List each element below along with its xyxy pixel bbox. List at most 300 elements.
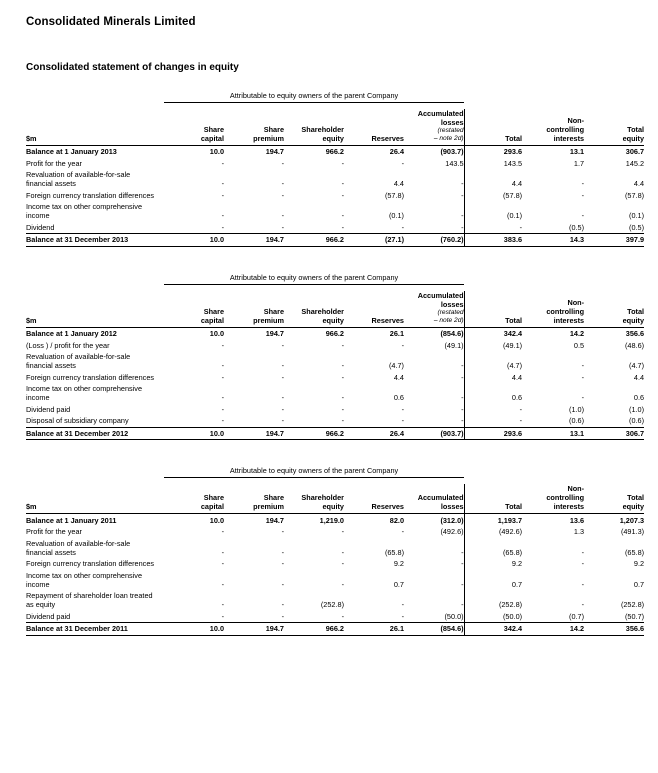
cell-share-capital: - — [221, 527, 224, 537]
cell-total-equity: 397.9 — [584, 234, 644, 246]
spacer-cell — [522, 91, 584, 103]
table-row — [26, 190, 644, 201]
share-capital-header-line1: Share — [203, 493, 224, 503]
cell-total-equity: 306.7 — [584, 427, 644, 439]
cell-total: 143.5 — [464, 158, 522, 169]
cell-total-equity: (0.1) — [629, 211, 645, 221]
table-row — [26, 590, 644, 611]
cell-total: (492.6) — [464, 526, 522, 537]
cell-reserves: - — [401, 340, 404, 350]
column-header-row — [26, 291, 644, 328]
cell-accumulated-losses: (854.6) — [404, 623, 464, 635]
cell-accumulated-losses: 143.5 — [445, 158, 464, 168]
total-equity-header-line1: Total — [627, 124, 645, 134]
row-label: Dividend paid — [26, 611, 71, 621]
cell-total-equity: 0.7 — [633, 579, 645, 589]
nci-header-line2: controlling — [546, 306, 585, 316]
table-row — [26, 569, 644, 590]
cell-share-premium: 194.7 — [224, 327, 284, 339]
shareholder-equity-header-line2: equity — [322, 502, 344, 512]
total-equity-header-line2: equity — [622, 134, 645, 144]
cell-share-capital: - — [221, 547, 224, 557]
company-title: Consolidated Minerals Limited — [26, 16, 196, 28]
column-header-row — [26, 484, 644, 514]
page-title: Consolidated statement of changes in equity — [26, 62, 239, 73]
equity-table-2012-body — [26, 327, 644, 439]
cell-total-equity: 145.2 — [625, 158, 645, 168]
total-equity-header-line2: equity — [622, 315, 645, 325]
row-label: Balance at 1 January 2011 — [26, 514, 164, 526]
nci-header-line2: controlling — [546, 124, 585, 134]
shareholder-equity-header-line1: Shareholder — [301, 306, 344, 316]
spacer-cell — [26, 91, 164, 103]
cell-share-capital: - — [221, 179, 224, 189]
cell-nci: 14.3 — [522, 234, 584, 246]
cell-shareholder-equity: - — [341, 211, 344, 221]
accumulated-losses-note-line1: (restated — [437, 309, 464, 317]
cell-shareholder-equity: - — [341, 559, 344, 569]
attributable-header: Attributable to equity owners of the parent Company — [164, 273, 464, 285]
attributable-header-row — [26, 91, 644, 103]
share-premium-header-line1: Share — [263, 124, 284, 134]
table-row — [26, 146, 644, 158]
row-label: Balance at 1 January 2013 — [26, 146, 164, 158]
cell-total: 0.7 — [464, 569, 522, 590]
row-label: Repayment of shareholder loan treated as equity — [26, 591, 153, 610]
total-equity-header-line1: Total — [627, 493, 645, 503]
cell-nci: - — [581, 190, 585, 200]
cell-share-capital: - — [221, 579, 224, 589]
cell-nci: - — [581, 600, 585, 610]
cell-total: - — [464, 415, 522, 427]
total-equity-header-line2: equity — [622, 502, 645, 512]
cell-total-equity: (48.6) — [625, 340, 645, 350]
equity-table-2012 — [26, 273, 644, 440]
cell-nci: - — [581, 179, 585, 189]
cell-total: 342.4 — [464, 327, 522, 339]
table-row — [26, 427, 644, 439]
row-label: Balance at 31 December 2012 — [26, 427, 164, 439]
row-label: Balance at 31 December 2013 — [26, 234, 164, 246]
table-row — [26, 327, 644, 339]
cell-shareholder-equity: - — [341, 179, 344, 189]
spacer-cell — [522, 466, 584, 478]
cell-share-premium: - — [281, 579, 284, 589]
cell-share-premium: - — [281, 600, 284, 610]
cell-accumulated-losses: - — [461, 179, 464, 189]
row-label: Income tax on other comprehensive income — [26, 384, 143, 403]
cell-reserves: - — [401, 404, 404, 414]
accumulated-losses-header-line2: losses — [440, 118, 464, 128]
nci-header-line3: interests — [553, 134, 585, 144]
row-label: Profit for the year — [26, 158, 82, 168]
table-row — [26, 404, 644, 415]
nci-header — [522, 109, 584, 146]
cell-accumulated-losses: - — [461, 211, 464, 221]
spacer-cell — [584, 466, 644, 478]
accumulated-losses-header — [404, 484, 464, 514]
nci-header-line1: Non- — [567, 484, 585, 494]
cell-share-capital: 10.0 — [164, 146, 224, 158]
cell-reserves: 4.4 — [393, 179, 404, 189]
reserves-header: Reserves — [371, 502, 404, 512]
share-premium-header — [224, 291, 284, 328]
accumulated-losses-header-line2: losses — [440, 502, 464, 512]
shareholder-equity-header — [284, 484, 344, 514]
cell-reserves: (4.7) — [388, 361, 404, 371]
cell-nci: - — [581, 211, 585, 221]
cell-share-premium: - — [281, 416, 284, 426]
cell-share-premium: - — [281, 211, 284, 221]
cell-reserves: (0.1) — [388, 211, 404, 221]
equity-table-2011 — [26, 466, 644, 636]
row-label: Revaluation of available-for-sale financial assets — [26, 170, 131, 189]
cell-reserves: - — [401, 611, 404, 621]
row-label: Revaluation of available-for-sale financial assets — [26, 352, 131, 371]
table-row — [26, 201, 644, 222]
cell-nci: - — [581, 579, 585, 589]
cell-total-equity: 9.2 — [633, 559, 645, 569]
cell-accumulated-losses: (760.2) — [404, 234, 464, 246]
cell-total: 4.4 — [464, 169, 522, 190]
cell-accumulated-losses: - — [461, 372, 464, 382]
shareholder-equity-header — [284, 109, 344, 146]
reserves-header: Reserves — [371, 134, 404, 144]
cell-shareholder-equity: - — [341, 404, 344, 414]
spacer-cell — [26, 273, 164, 285]
unit-header: $m — [26, 315, 37, 325]
accumulated-losses-header-line1: Accumulated — [417, 290, 464, 300]
cell-shareholder-equity: - — [341, 340, 344, 350]
nci-header — [522, 484, 584, 514]
cell-total: 4.4 — [464, 371, 522, 382]
shareholder-equity-header — [284, 291, 344, 328]
table-row — [26, 537, 644, 558]
cell-accumulated-losses: - — [461, 222, 464, 232]
row-label: Foreign currency translation differences — [26, 190, 155, 200]
cell-nci: 14.2 — [522, 623, 584, 635]
cell-shareholder-equity: 966.2 — [284, 327, 344, 339]
cell-accumulated-losses: - — [461, 404, 464, 414]
cell-share-capital: - — [221, 222, 224, 232]
cell-reserves: - — [401, 158, 404, 168]
cell-share-capital: - — [221, 211, 224, 221]
cell-reserves: (57.8) — [384, 190, 404, 200]
cell-reserves: - — [401, 527, 404, 537]
attributable-header-row — [26, 466, 644, 478]
row-label: Dividend — [26, 222, 55, 232]
total-header: Total — [464, 291, 522, 328]
cell-share-premium: - — [281, 222, 284, 232]
spacer-cell — [584, 91, 644, 103]
cell-total-equity: 356.6 — [584, 327, 644, 339]
cell-total: (0.1) — [464, 201, 522, 222]
cell-total-equity: (50.7) — [625, 611, 645, 621]
cell-total-equity: 4.4 — [633, 372, 645, 382]
shareholder-equity-header-line1: Shareholder — [301, 124, 344, 134]
cell-reserves: 26.4 — [344, 427, 404, 439]
table-row — [26, 514, 644, 526]
cell-nci: (0.5) — [569, 222, 585, 232]
cell-share-capital: - — [221, 416, 224, 426]
cell-total-equity: (57.8) — [625, 190, 645, 200]
cell-nci: - — [581, 393, 585, 403]
cell-reserves: (27.1) — [344, 234, 404, 246]
cell-total: (252.8) — [464, 590, 522, 611]
spacer-cell — [584, 273, 644, 285]
cell-total: (4.7) — [464, 351, 522, 372]
share-premium-header-line2: premium — [253, 134, 284, 144]
accumulated-losses-note-line2: – note 2d) — [433, 135, 464, 143]
cell-share-capital: - — [221, 611, 224, 621]
row-label: Balance at 1 January 2012 — [26, 327, 164, 339]
equity-table-2013-body — [26, 146, 644, 247]
row-label: Profit for the year — [26, 527, 82, 537]
share-capital-header-line1: Share — [203, 306, 224, 316]
table-row — [26, 371, 644, 382]
cell-share-capital: - — [221, 600, 224, 610]
cell-shareholder-equity: 966.2 — [284, 234, 344, 246]
cell-total-equity: (252.8) — [620, 600, 645, 610]
spacer-cell — [464, 91, 522, 103]
attributable-header: Attributable to equity owners of the parent Company — [164, 466, 464, 478]
share-premium-header — [224, 484, 284, 514]
cell-accumulated-losses: - — [461, 559, 464, 569]
cell-nci: (0.6) — [569, 416, 585, 426]
cell-nci: - — [581, 547, 585, 557]
cell-share-capital: - — [221, 158, 224, 168]
row-label: Foreign currency translation differences — [26, 372, 155, 382]
cell-total-equity: 0.6 — [633, 393, 645, 403]
total-header: Total — [464, 484, 522, 514]
row-label: (Loss ) / profit for the year — [26, 340, 110, 350]
cell-reserves: 4.4 — [393, 372, 404, 382]
cell-reserves: - — [401, 222, 404, 232]
cell-shareholder-equity: - — [341, 547, 344, 557]
cell-shareholder-equity: 1,219.0 — [284, 514, 344, 526]
cell-shareholder-equity: 966.2 — [284, 427, 344, 439]
cell-accumulated-losses: - — [461, 190, 464, 200]
cell-shareholder-equity: - — [341, 158, 344, 168]
spacer-cell — [464, 273, 522, 285]
cell-nci: 14.2 — [522, 327, 584, 339]
cell-share-capital: 10.0 — [164, 514, 224, 526]
cell-share-premium: - — [281, 559, 284, 569]
cell-share-capital: 10.0 — [164, 623, 224, 635]
share-premium-header-line2: premium — [253, 315, 284, 325]
row-label: Balance at 31 December 2011 — [26, 623, 164, 635]
cell-total: (57.8) — [464, 190, 522, 201]
cell-nci: - — [581, 372, 585, 382]
cell-nci: - — [581, 361, 585, 371]
table-row — [26, 339, 644, 350]
cell-share-capital: - — [221, 393, 224, 403]
cell-shareholder-equity: - — [341, 416, 344, 426]
cell-share-capital: 10.0 — [164, 327, 224, 339]
cell-reserves: 0.6 — [393, 393, 404, 403]
cell-shareholder-equity: - — [341, 611, 344, 621]
spacer-cell — [464, 466, 522, 478]
attributable-header-row — [26, 273, 644, 285]
cell-share-premium: - — [281, 527, 284, 537]
table-row — [26, 234, 644, 246]
cell-shareholder-equity: 966.2 — [284, 146, 344, 158]
cell-share-capital: 10.0 — [164, 427, 224, 439]
nci-header-line2: controlling — [546, 493, 585, 503]
table-row — [26, 351, 644, 372]
reserves-header: Reserves — [371, 315, 404, 325]
cell-share-capital: - — [221, 340, 224, 350]
cell-total-equity: (4.7) — [629, 361, 645, 371]
unit-header: $m — [26, 134, 37, 144]
cell-total: (49.1) — [464, 339, 522, 350]
cell-accumulated-losses: (854.6) — [404, 327, 464, 339]
table-row — [26, 169, 644, 190]
total-equity-header — [584, 109, 644, 146]
cell-total-equity: (0.5) — [629, 222, 645, 232]
cell-shareholder-equity: - — [341, 361, 344, 371]
cell-reserves: 82.0 — [344, 514, 404, 526]
cell-nci: (1.0) — [569, 404, 585, 414]
cell-total: 293.6 — [464, 146, 522, 158]
equity-table-2013 — [26, 91, 644, 247]
cell-share-premium: - — [281, 547, 284, 557]
cell-share-capital: - — [221, 190, 224, 200]
cell-reserves: (65.8) — [384, 547, 404, 557]
cell-share-premium: - — [281, 340, 284, 350]
attributable-header: Attributable to equity owners of the parent Company — [164, 91, 464, 103]
column-header-row — [26, 109, 644, 146]
cell-shareholder-equity: - — [341, 222, 344, 232]
cell-total: 0.6 — [464, 383, 522, 404]
cell-reserves: 26.1 — [344, 623, 404, 635]
row-label: Dividend paid — [26, 404, 71, 414]
shareholder-equity-header-line2: equity — [322, 134, 344, 144]
cell-accumulated-losses: (50.0) — [444, 611, 464, 621]
cell-total: 9.2 — [464, 558, 522, 569]
table-row — [26, 623, 644, 635]
cell-share-premium: 194.7 — [224, 146, 284, 158]
cell-total: - — [464, 404, 522, 415]
row-label: Foreign currency translation differences — [26, 559, 155, 569]
nci-header-line1: Non- — [567, 115, 585, 125]
cell-total-equity: (491.3) — [620, 527, 645, 537]
cell-share-capital: 10.0 — [164, 234, 224, 246]
share-capital-header-line1: Share — [203, 124, 224, 134]
total-equity-header-line1: Total — [627, 306, 645, 316]
cell-total-equity: (1.0) — [629, 404, 645, 414]
share-capital-header — [164, 484, 224, 514]
cell-total-equity: (65.8) — [625, 547, 645, 557]
cell-shareholder-equity: 966.2 — [284, 623, 344, 635]
cell-share-premium: 194.7 — [224, 514, 284, 526]
total-header: Total — [464, 109, 522, 146]
cell-share-capital: - — [221, 361, 224, 371]
table-row — [26, 158, 644, 169]
row-label: Disposal of subsidiary company — [26, 416, 129, 426]
cell-reserves: 9.2 — [393, 559, 404, 569]
cell-nci: 1.7 — [573, 158, 585, 168]
cell-total: (65.8) — [464, 537, 522, 558]
cell-share-premium: 194.7 — [224, 427, 284, 439]
cell-share-premium: - — [281, 393, 284, 403]
cell-reserves: 26.1 — [344, 327, 404, 339]
cell-nci: 13.6 — [522, 514, 584, 526]
cell-total-equity: (0.6) — [629, 416, 645, 426]
cell-total-equity: 4.4 — [633, 179, 645, 189]
cell-share-capital: - — [221, 372, 224, 382]
cell-total-equity: 1,207.3 — [584, 514, 644, 526]
cell-total: 1,193.7 — [464, 514, 522, 526]
cell-total-equity: 306.7 — [584, 146, 644, 158]
cell-total: 342.4 — [464, 623, 522, 635]
share-capital-header-line2: capital — [200, 502, 224, 512]
cell-shareholder-equity: - — [341, 372, 344, 382]
share-capital-header — [164, 291, 224, 328]
cell-share-premium: - — [281, 404, 284, 414]
cell-accumulated-losses: - — [461, 547, 464, 557]
accumulated-losses-header-line1: Accumulated — [417, 109, 464, 119]
cell-reserves: 26.4 — [344, 146, 404, 158]
accumulated-losses-note-line2: – note 2d) — [433, 316, 464, 324]
cell-nci: - — [581, 559, 585, 569]
cell-total: 293.6 — [464, 427, 522, 439]
table-row — [26, 383, 644, 404]
cell-accumulated-losses: - — [461, 393, 464, 403]
nci-header-line3: interests — [553, 502, 585, 512]
accumulated-losses-header-line2: losses — [440, 299, 464, 309]
cell-accumulated-losses: (903.7) — [404, 427, 464, 439]
equity-table-2011-body — [26, 514, 644, 635]
nci-header-line3: interests — [553, 315, 585, 325]
nci-header — [522, 291, 584, 328]
cell-total: (50.0) — [464, 611, 522, 623]
cell-share-premium: 194.7 — [224, 234, 284, 246]
cell-share-premium: - — [281, 190, 284, 200]
total-equity-header — [584, 291, 644, 328]
cell-nci: 13.1 — [522, 146, 584, 158]
table-row — [26, 526, 644, 537]
cell-accumulated-losses: (49.1) — [444, 340, 464, 350]
nci-header-line1: Non- — [567, 297, 585, 307]
row-label: Income tax on other comprehensive income — [26, 202, 143, 221]
cell-accumulated-losses: - — [461, 416, 464, 426]
spacer-cell — [26, 466, 164, 478]
table-row — [26, 222, 644, 234]
cell-nci: (0.7) — [569, 611, 585, 621]
cell-share-premium: - — [281, 179, 284, 189]
cell-share-premium: 194.7 — [224, 623, 284, 635]
cell-share-premium: - — [281, 611, 284, 621]
cell-nci: 1.3 — [573, 527, 585, 537]
cell-accumulated-losses: - — [461, 579, 464, 589]
shareholder-equity-header-line2: equity — [322, 315, 344, 325]
total-equity-header — [584, 484, 644, 514]
cell-reserves: - — [401, 600, 404, 610]
cell-nci: 0.5 — [573, 340, 585, 350]
cell-accumulated-losses: - — [461, 600, 464, 610]
cell-total: - — [464, 222, 522, 234]
table-row — [26, 415, 644, 427]
cell-shareholder-equity: - — [341, 527, 344, 537]
table-row — [26, 611, 644, 623]
share-premium-header-line1: Share — [263, 306, 284, 316]
share-capital-header-line2: capital — [200, 134, 224, 144]
accumulated-losses-header — [404, 109, 464, 146]
cell-share-premium: - — [281, 372, 284, 382]
cell-total-equity: 356.6 — [584, 623, 644, 635]
cell-reserves: - — [401, 416, 404, 426]
